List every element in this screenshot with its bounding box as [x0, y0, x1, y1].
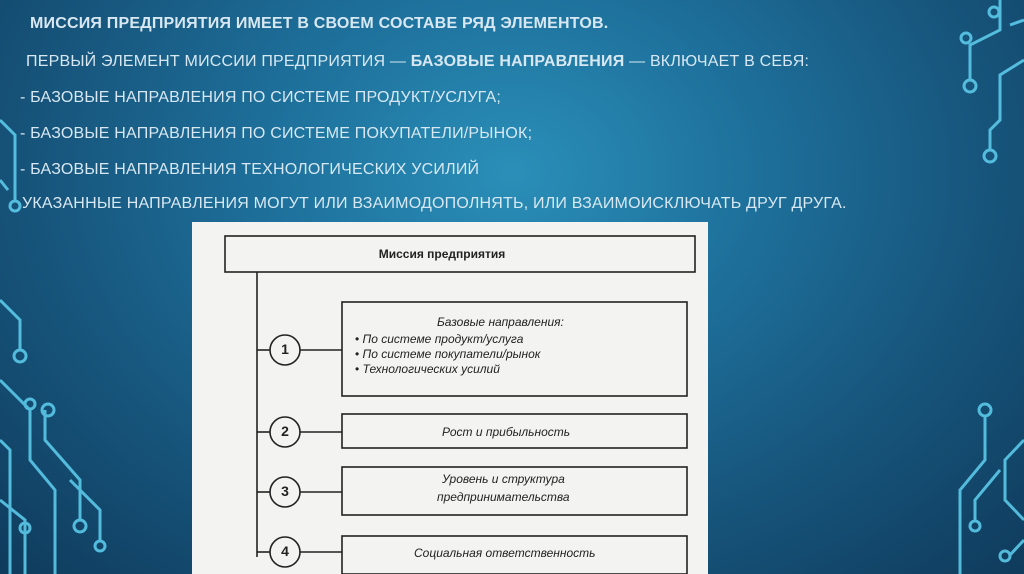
item-4-text: Социальная ответственность: [414, 546, 596, 560]
slide-line-product: - БАЗОВЫЕ НАПРАВЛЕНИЯ ПО СИСТЕМЕ ПРОДУКТ/УСЛУГА;: [20, 89, 501, 106]
item-3-text-line2: предпринимательства: [437, 490, 570, 504]
item-3-text-line1: Уровень и структура: [442, 472, 565, 486]
diagram-lines: [192, 222, 708, 574]
mission-diagram: [192, 222, 708, 574]
slide-line-conclusion: УКАЗАННЫЕ НАПРАВЛЕНИЯ МОГУТ ИЛИ ВЗАИМОДОПОЛНЯТЬ, ИЛИ ВЗАИМОИСКЛЮЧАТЬ ДРУГ ДРУГА.: [22, 195, 847, 212]
item-number-4: 4: [281, 543, 289, 559]
item-number-1: 1: [281, 341, 289, 357]
line2-prefix: ПЕРВЫЙ ЭЛЕМЕНТ МИССИИ ПРЕДПРИЯТИЯ —: [26, 53, 407, 70]
bullet-product: • По системе продукт/услуга: [355, 332, 540, 347]
item-1-heading: Базовые направления:: [437, 315, 564, 329]
line2-bold: БАЗОВЫЕ НАПРАВЛЕНИЯ: [410, 53, 625, 70]
bullet-technology: • Технологических усилий: [355, 362, 540, 377]
item-2-text: Рост и прибыльность: [442, 425, 571, 439]
diagram-title: Миссия предприятия: [378, 247, 506, 261]
item-number-3: 3: [281, 483, 289, 499]
item-1-bullets: [355, 332, 540, 377]
slide-heading: МИССИЯ ПРЕДПРИЯТИЯ ИМЕЕТ В СВОЕМ СОСТАВЕ РЯД ЭЛЕМЕНТОВ.: [30, 15, 609, 32]
slide-line-first-element: [26, 52, 809, 72]
bullet-customers: • По системе покупатели/рынок: [355, 347, 540, 362]
item-number-2: 2: [281, 423, 289, 439]
slide-line-customers: - БАЗОВЫЕ НАПРАВЛЕНИЯ ПО СИСТЕМЕ ПОКУПАТЕЛИ/РЫНОК;: [20, 125, 533, 142]
slide-line-technology: - БАЗОВЫЕ НАПРАВЛЕНИЯ ТЕХНОЛОГИЧЕСКИХ УСИЛИЙ: [20, 161, 480, 178]
line2-suffix: — ВКЛЮЧАЕТ В СЕБЯ:: [629, 53, 810, 70]
